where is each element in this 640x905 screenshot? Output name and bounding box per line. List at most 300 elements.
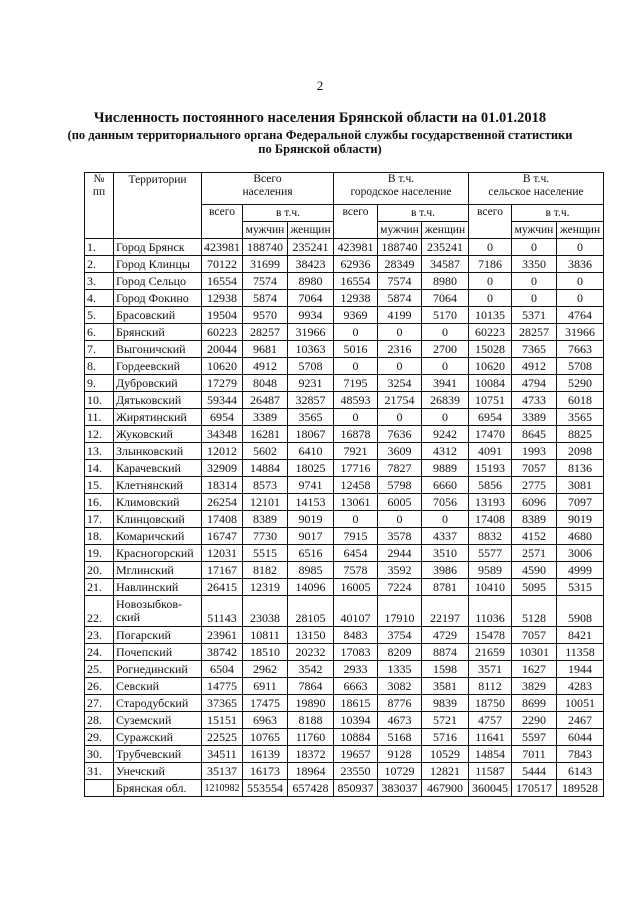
cell-total-women: 9017 [288,528,334,545]
territory-name: Трубчевский [114,746,202,763]
table-row [85,511,604,528]
territory-name: Стародубский [114,695,202,712]
cell-urban-all: 16005 [334,579,378,596]
header-rural-all: всего [469,205,512,239]
cell-rural-all: 11641 [469,729,512,746]
cell-urban-women: 467900 [422,780,469,797]
cell-total-men: 4912 [243,358,288,375]
table-row [85,307,604,324]
cell-rural-all: 360045 [469,780,512,797]
cell-urban-women: 4729 [422,627,469,644]
cell-total-women: 32857 [288,392,334,409]
table-row [85,545,604,562]
table-row [85,494,604,511]
cell-rural-women: 7097 [557,494,604,511]
cell-rural-all: 4757 [469,712,512,729]
cell-total-women: 8188 [288,712,334,729]
row-number: 19. [85,545,114,562]
cell-total-men: 8182 [243,562,288,579]
cell-total-women: 10363 [288,341,334,358]
header-urban-all: всего [334,205,378,239]
cell-rural-women: 4680 [557,528,604,545]
cell-rural-all: 60223 [469,324,512,341]
row-number: 11. [85,409,114,426]
row-number: 4. [85,290,114,307]
cell-urban-men: 0 [378,511,422,528]
cell-rural-men: 5597 [512,729,557,746]
cell-rural-men: 0 [512,290,557,307]
cell-rural-women: 31966 [557,324,604,341]
cell-urban-men: 3578 [378,528,422,545]
table-row [85,477,604,494]
cell-total-men: 14884 [243,460,288,477]
cell-total-men: 26487 [243,392,288,409]
territory-name: Жирятинский [114,409,202,426]
cell-rural-men: 8389 [512,511,557,528]
cell-total-men: 6963 [243,712,288,729]
cell-urban-all: 23550 [334,763,378,780]
territory-name: Дятьковский [114,392,202,409]
cell-total-all: 59344 [202,392,243,409]
table-row [85,460,604,477]
cell-total-men: 16139 [243,746,288,763]
cell-urban-all: 0 [334,409,378,426]
header-total-incl: в т.ч. [243,205,334,222]
cell-total-men: 5874 [243,290,288,307]
cell-total-all: 34348 [202,426,243,443]
territory-name: Гордеевский [114,358,202,375]
cell-rural-all: 8832 [469,528,512,545]
table-row [85,596,604,627]
cell-rural-all: 6954 [469,409,512,426]
cell-rural-men: 170517 [512,780,557,797]
cell-urban-all: 10394 [334,712,378,729]
cell-rural-men: 8699 [512,695,557,712]
cell-total-all: 22525 [202,729,243,746]
cell-rural-all: 15478 [469,627,512,644]
cell-urban-all: 8483 [334,627,378,644]
cell-urban-all: 5016 [334,341,378,358]
header-urban-population [334,173,469,205]
cell-rural-women: 0 [557,290,604,307]
cell-urban-all: 6663 [334,678,378,695]
cell-rural-women: 5708 [557,358,604,375]
header-total-men: мужчин [243,222,288,239]
cell-rural-all: 10751 [469,392,512,409]
cell-rural-all: 0 [469,239,512,256]
row-number: 7. [85,341,114,358]
cell-rural-women: 0 [557,273,604,290]
row-number: 23. [85,627,114,644]
cell-rural-all: 10410 [469,579,512,596]
cell-rural-men: 5095 [512,579,557,596]
cell-total-all: 10620 [202,358,243,375]
cell-rural-men: 5128 [512,596,557,627]
territory-name: Город Брянск [114,239,202,256]
cell-rural-women: 8136 [557,460,604,477]
cell-urban-all: 17083 [334,644,378,661]
cell-total-men: 31699 [243,256,288,273]
territory-name: Мглинский [114,562,202,579]
table-row [85,239,604,256]
cell-total-all: 12031 [202,545,243,562]
cell-urban-women: 7056 [422,494,469,511]
table-row [85,341,604,358]
header-total-all: всего [202,205,243,239]
cell-total-all: 26415 [202,579,243,596]
cell-urban-men: 3254 [378,375,422,392]
cell-urban-women: 0 [422,511,469,528]
cell-total-men: 9570 [243,307,288,324]
territory-name: Брасовский [114,307,202,324]
territory-name: Комаричский [114,528,202,545]
row-number: 15. [85,477,114,494]
cell-rural-all: 0 [469,290,512,307]
territory-name: Город Сельцо [114,273,202,290]
cell-total-all: 70122 [202,256,243,273]
cell-total-all: 17167 [202,562,243,579]
table-row [85,290,604,307]
table-row [85,763,604,780]
header-urban-women: женщин [422,222,469,239]
cell-urban-women: 12821 [422,763,469,780]
cell-urban-all: 7915 [334,528,378,545]
row-number: 28. [85,712,114,729]
cell-total-all: 14775 [202,678,243,695]
table-row [85,409,604,426]
cell-total-women: 13150 [288,627,334,644]
cell-total-men: 7574 [243,273,288,290]
cell-urban-men: 7224 [378,579,422,596]
document-title: Численность постоянного населения Брянской области на 01.01.2018 [93,110,547,126]
cell-urban-women: 0 [422,324,469,341]
cell-rural-women: 4999 [557,562,604,579]
table-row [85,256,604,273]
table-row [85,562,604,579]
cell-total-women: 7864 [288,678,334,695]
cell-urban-men: 3082 [378,678,422,695]
cell-rural-men: 6096 [512,494,557,511]
row-number: 30. [85,746,114,763]
cell-rural-women: 2098 [557,443,604,460]
cell-rural-men: 4590 [512,562,557,579]
cell-urban-women: 5721 [422,712,469,729]
cell-total-men: 23038 [243,596,288,627]
cell-rural-women: 4283 [557,678,604,695]
cell-rural-all: 18750 [469,695,512,712]
cell-total-women: 38423 [288,256,334,273]
territory-name: Клинцовский [114,511,202,528]
territory-name: Рогнединский [114,661,202,678]
cell-rural-all: 3571 [469,661,512,678]
cell-total-women: 18025 [288,460,334,477]
cell-total-men: 8389 [243,511,288,528]
cell-rural-all: 7186 [469,256,512,273]
cell-urban-all: 16554 [334,273,378,290]
cell-total-all: 17408 [202,511,243,528]
table-row [85,644,604,661]
territory-name-line2: ский [116,610,140,624]
cell-rural-men: 4794 [512,375,557,392]
territory-name: Суземский [114,712,202,729]
cell-total-women: 8985 [288,562,334,579]
table-row [85,375,604,392]
cell-total-women: 235241 [288,239,334,256]
header-total-women: женщин [288,222,334,239]
cell-rural-men: 1993 [512,443,557,460]
cell-total-men: 17475 [243,695,288,712]
cell-urban-men: 188740 [378,239,422,256]
cell-urban-all: 423981 [334,239,378,256]
cell-rural-women: 3006 [557,545,604,562]
cell-rural-women: 7663 [557,341,604,358]
cell-urban-men: 5874 [378,290,422,307]
cell-urban-men: 7827 [378,460,422,477]
cell-urban-all: 62936 [334,256,378,273]
cell-total-all: 6504 [202,661,243,678]
cell-rural-men: 3389 [512,409,557,426]
header-rural-men: мужчин [512,222,557,239]
cell-urban-women: 0 [422,358,469,375]
cell-total-men: 6911 [243,678,288,695]
cell-rural-women: 1944 [557,661,604,678]
cell-total-all: 17279 [202,375,243,392]
cell-rural-all: 21659 [469,644,512,661]
row-number: 31. [85,763,114,780]
cell-rural-men: 3829 [512,678,557,695]
territory-name-line1: Новозыбков- [116,597,183,611]
row-number: 27. [85,695,114,712]
row-number: 26. [85,678,114,695]
cell-rural-all: 13193 [469,494,512,511]
row-number: 6. [85,324,114,341]
cell-total-all: 19504 [202,307,243,324]
header-territory: Территории [114,173,202,239]
territory-name: Город Клинцы [114,256,202,273]
row-number: 17. [85,511,114,528]
cell-rural-women: 6143 [557,763,604,780]
cell-rural-women: 8421 [557,627,604,644]
cell-total-men: 16173 [243,763,288,780]
cell-urban-all: 17716 [334,460,378,477]
cell-urban-all: 0 [334,324,378,341]
row-number: 22. [85,596,114,627]
cell-total-women: 5708 [288,358,334,375]
cell-urban-all: 12458 [334,477,378,494]
cell-rural-men: 5444 [512,763,557,780]
cell-total-women: 3565 [288,409,334,426]
table-row [85,528,604,545]
cell-urban-men: 0 [378,324,422,341]
cell-urban-men: 8776 [378,695,422,712]
cell-total-women: 18372 [288,746,334,763]
territory-name: Брянская обл. [114,780,202,797]
cell-urban-men: 9128 [378,746,422,763]
cell-total-men: 28257 [243,324,288,341]
cell-rural-men: 4733 [512,392,557,409]
territory-name: Почепский [114,644,202,661]
cell-urban-all: 18615 [334,695,378,712]
cell-rural-men: 0 [512,239,557,256]
header-num-line2: пп [92,186,106,198]
cell-urban-women: 2700 [422,341,469,358]
cell-urban-all: 12938 [334,290,378,307]
cell-total-all: 1210982 [202,780,243,797]
cell-total-all: 423981 [202,239,243,256]
cell-total-women: 6410 [288,443,334,460]
cell-rural-men: 7365 [512,341,557,358]
cell-rural-women: 2467 [557,712,604,729]
cell-total-men: 9681 [243,341,288,358]
cell-total-all: 32909 [202,460,243,477]
cell-total-all: 23961 [202,627,243,644]
cell-urban-women: 7064 [422,290,469,307]
territory-name: Дубровский [114,375,202,392]
cell-rural-all: 9589 [469,562,512,579]
table-row [85,443,604,460]
table-row [85,729,604,746]
row-number: 12. [85,426,114,443]
cell-urban-all: 6454 [334,545,378,562]
territory-name: Погарский [114,627,202,644]
cell-urban-women: 5170 [422,307,469,324]
cell-total-men: 3389 [243,409,288,426]
cell-urban-men: 10729 [378,763,422,780]
cell-rural-women: 3836 [557,256,604,273]
row-number: 3. [85,273,114,290]
cell-total-women: 9231 [288,375,334,392]
cell-total-all: 37365 [202,695,243,712]
table-row [85,661,604,678]
cell-total-men: 10811 [243,627,288,644]
cell-urban-women: 4312 [422,443,469,460]
cell-urban-men: 2316 [378,341,422,358]
row-number: 20. [85,562,114,579]
cell-urban-men: 2944 [378,545,422,562]
cell-urban-men: 4673 [378,712,422,729]
cell-total-women: 7064 [288,290,334,307]
header-rural-line1: В т.ч. [522,173,550,185]
cell-rural-women: 11358 [557,644,604,661]
cell-urban-women: 10529 [422,746,469,763]
row-number: 2. [85,256,114,273]
cell-total-men: 5515 [243,545,288,562]
cell-total-women: 18964 [288,763,334,780]
header-rural-women: женщин [557,222,604,239]
page-number: 2 [316,78,324,93]
cell-total-men: 12319 [243,579,288,596]
cell-total-all: 15151 [202,712,243,729]
territory-name: Брянский [114,324,202,341]
cell-rural-all: 15028 [469,341,512,358]
row-number: 8. [85,358,114,375]
cell-urban-men: 6005 [378,494,422,511]
header-urban-line2: городское население [350,186,452,198]
cell-urban-women: 235241 [422,239,469,256]
row-number: 21. [85,579,114,596]
cell-total-all: 34511 [202,746,243,763]
cell-rural-all: 15193 [469,460,512,477]
cell-rural-women: 6018 [557,392,604,409]
cell-total-men: 10765 [243,729,288,746]
row-number: 24. [85,644,114,661]
cell-urban-women: 22197 [422,596,469,627]
territory-name: Красногорский [114,545,202,562]
cell-urban-women: 8781 [422,579,469,596]
territory-name: Выгоничский [114,341,202,358]
cell-rural-men: 7057 [512,460,557,477]
header-rural-incl: в т.ч. [512,205,604,222]
cell-rural-men: 7057 [512,627,557,644]
cell-urban-women: 6660 [422,477,469,494]
territory-name: Жуковский [114,426,202,443]
cell-urban-all: 40107 [334,596,378,627]
cell-urban-men: 1335 [378,661,422,678]
cell-total-women: 3542 [288,661,334,678]
cell-rural-women: 3565 [557,409,604,426]
territory-name: Севский [114,678,202,695]
cell-urban-women: 9889 [422,460,469,477]
cell-urban-women: 26839 [422,392,469,409]
cell-urban-women: 3941 [422,375,469,392]
cell-rural-all: 5577 [469,545,512,562]
document-subtitle-line2: по Брянской области) [258,142,382,156]
cell-total-women: 9934 [288,307,334,324]
header-total-line2: населения [242,186,293,198]
cell-total-all: 26254 [202,494,243,511]
cell-urban-women: 3986 [422,562,469,579]
cell-rural-all: 0 [469,273,512,290]
cell-rural-men: 3350 [512,256,557,273]
table-row [85,579,604,596]
cell-urban-women: 0 [422,409,469,426]
table-row [85,712,604,729]
cell-urban-all: 2933 [334,661,378,678]
cell-total-women: 11760 [288,729,334,746]
cell-rural-all: 4091 [469,443,512,460]
cell-rural-men: 1627 [512,661,557,678]
document-subtitle-line1: (по данным территориального органа Федеральной службы государственной статистики [67,128,573,142]
table-body [85,239,604,797]
cell-urban-women: 34587 [422,256,469,273]
cell-urban-all: 850937 [334,780,378,797]
table-row [85,358,604,375]
cell-total-men: 553554 [243,780,288,797]
cell-urban-women: 3581 [422,678,469,695]
cell-total-women: 31966 [288,324,334,341]
cell-total-all: 12938 [202,290,243,307]
cell-rural-men: 5371 [512,307,557,324]
table-row [85,324,604,341]
cell-urban-all: 7921 [334,443,378,460]
cell-urban-men: 3592 [378,562,422,579]
table-row [85,426,604,443]
cell-rural-men: 10301 [512,644,557,661]
header-total-population [202,173,334,205]
table-row [85,678,604,695]
cell-urban-men: 5798 [378,477,422,494]
territory-name: Клетнянский [114,477,202,494]
cell-urban-women: 1598 [422,661,469,678]
cell-rural-all: 10135 [469,307,512,324]
row-number [85,780,114,797]
table-row [85,780,604,797]
cell-total-women: 14153 [288,494,334,511]
cell-rural-men: 0 [512,273,557,290]
territory-name: Злынковский [114,443,202,460]
cell-total-men: 188740 [243,239,288,256]
cell-total-all: 12012 [202,443,243,460]
